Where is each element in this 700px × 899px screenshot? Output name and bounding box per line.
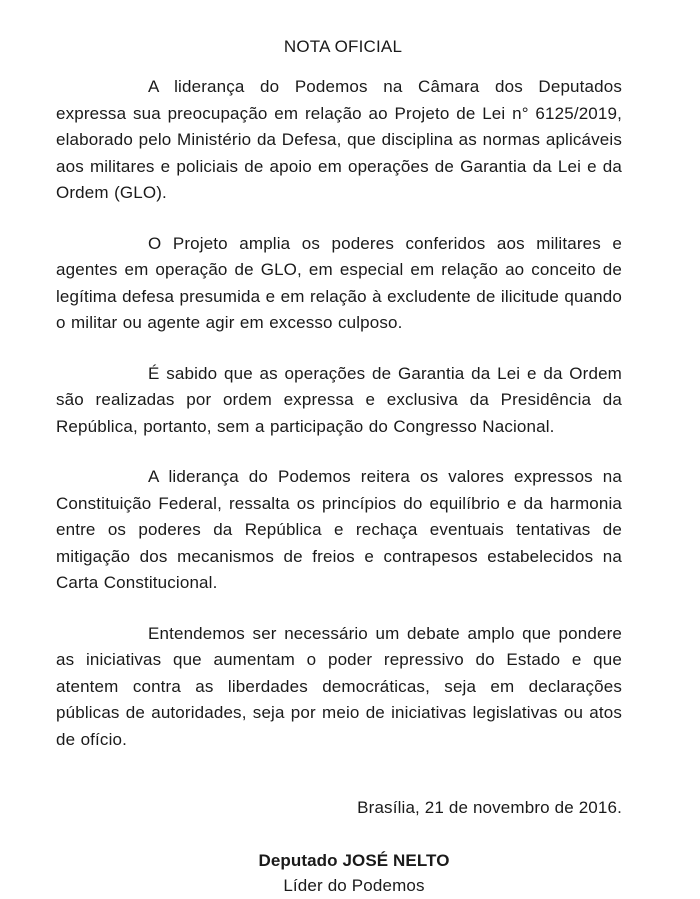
document-title: NOTA OFICIAL	[283, 37, 403, 56]
paragraph-1: A liderança do Podemos na Câmara dos Deputados expressa sua preocupação em relação ao Projeto de Lei n° 6125/2019, elaborado pelo Ministério da Defesa, que disciplina as normas aplicáveis aos militares e policiais de apoio em operações de Garantia da Lei e da Ordem (GLO).	[56, 77, 622, 202]
signature-block	[56, 849, 622, 899]
paragraph-3: É sabido que as operações de Garantia da Lei e da Ordem são realizadas por ordem expressa e exclusiva da Presidência da República, portanto, sem a participação do Congresso Nacional.	[56, 363, 622, 436]
signatory-role: Líder do Podemos	[283, 876, 425, 895]
paragraph-4: A liderança do Podemos reitera os valores expressos na Constituição Federal, ressalta os princípios do equilíbrio e da harmonia entre os poderes da República e rechaça eventuais tentativas de mitigação dos mecanismos de freios e contrapesos estabelecidos na Carta Constitucional.	[56, 467, 622, 592]
date-line: Brasília, 21 de novembro de 2016.	[357, 798, 622, 817]
paragraph-2: O Projeto amplia os poderes conferidos aos militares e agentes em operação de GLO, em especial em relação ao conceito de legítima defesa presumida e em relação à excludente de ilicitude quando o militar ou agente agir em excesso culposo.	[56, 233, 622, 332]
signatory-name: Deputado JOSÉ NELTO	[258, 851, 450, 870]
paragraph-5: Entendemos ser necessário um debate amplo que pondere as iniciativas que aumentam o poder repressivo do Estado e que atentem contra as liberdades democráticas, seja em declarações públicas de autoridades, seja por meio de iniciativas legislativas ou atos de ofício.	[56, 623, 622, 749]
document-body	[56, 74, 622, 753]
